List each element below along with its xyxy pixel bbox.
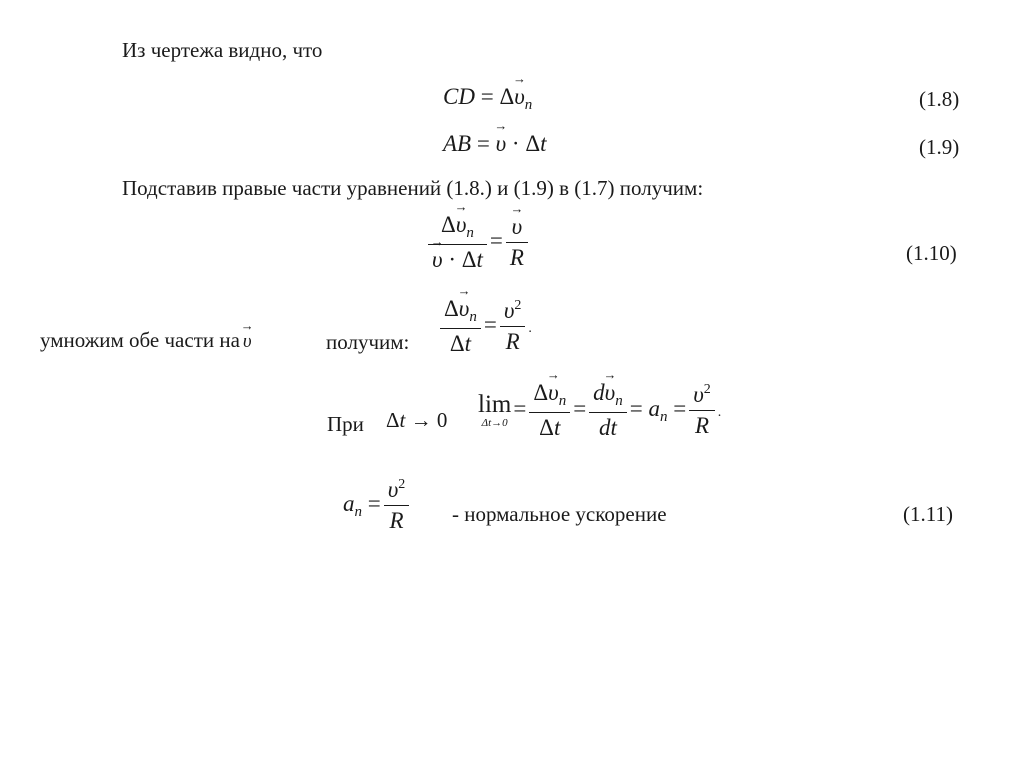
equation-1-10: $\frac{\Delta\upsilon \to_n}{\upsilon \to \cdot \Delta t}$ = $\frac{\upsilon \to}{R}$ bbox=[425, 212, 531, 273]
equation-number-1-10: (1.10) bbox=[906, 241, 957, 265]
equation-1-9: AB = υ → · Δt bbox=[443, 131, 547, 157]
intro-text: Из чертежа видно, что bbox=[122, 38, 323, 62]
equation-1-11: $a_n$ = $\frac{\upsilon^2}{R}$ bbox=[343, 477, 412, 534]
equation-1-8: CD = $\Delta\upsilon \to_n$ bbox=[443, 84, 532, 114]
equation-dv-dt: $\frac{\Delta\upsilon \to_n}{\Delta t}$ = $\frac{\upsilon^2}{R}$ . bbox=[437, 296, 532, 357]
normal-accel-text: - нормальное ускорение bbox=[452, 502, 667, 526]
substitute-text: Подставив правые части уравнений (1.8.) и (1.9) в (1.7) получим: bbox=[122, 176, 704, 200]
equation-number-1-8: (1.8) bbox=[919, 87, 960, 111]
equation-number-1-11: (1.11) bbox=[903, 502, 953, 526]
when-text: При bbox=[327, 412, 364, 436]
equation-limit: lim Δt→0 = $\frac{\Delta\upsilon \to_n}{\Delta t}$ = $\frac{d\upsilon \to_n}{dt}$ = $a_n$ = $\frac{\upsilon^2}{R}$ . bbox=[478, 380, 721, 441]
get-text: получим: bbox=[326, 330, 410, 354]
delta-t-condition: Δt → 0 bbox=[386, 408, 448, 432]
multiply-label: умножим обе части на bbox=[40, 328, 240, 352]
multiply-text: умножим обе части на υ → bbox=[40, 328, 252, 353]
equation-number-1-9: (1.9) bbox=[919, 135, 960, 159]
